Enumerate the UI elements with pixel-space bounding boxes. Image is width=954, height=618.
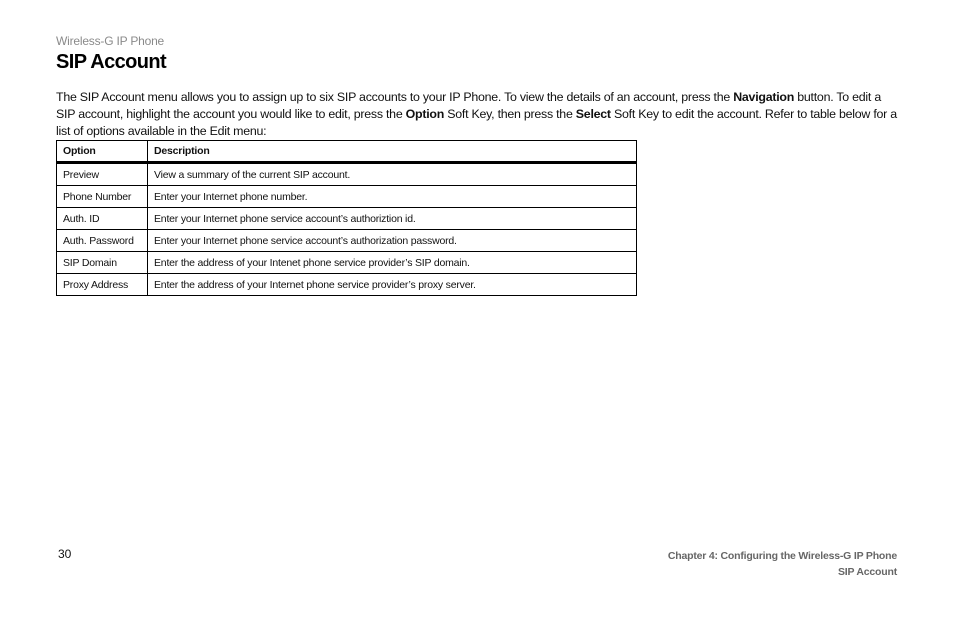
table-header-row	[57, 141, 637, 163]
header-option: Option	[57, 141, 148, 163]
footer-chapter-info	[668, 548, 897, 580]
page-title: SIP Account	[56, 51, 167, 73]
option-cell: Auth. ID	[57, 208, 148, 230]
option-cell: Phone Number	[57, 186, 148, 208]
intro-bold-option: Option	[405, 107, 445, 121]
option-cell: SIP Domain	[57, 252, 148, 274]
footer-section: SIP Account	[837, 566, 897, 578]
description-cell: Enter your Internet phone service account’s authoriztion id.	[148, 208, 637, 230]
intro-bold-select: Select	[575, 107, 611, 121]
intro-paragraph	[56, 89, 902, 140]
option-cell: Preview	[57, 163, 148, 186]
table-row	[57, 274, 637, 296]
intro-text-3: Soft Key, then press the	[444, 107, 576, 121]
table-row	[57, 252, 637, 274]
header-product-name: Wireless-G IP Phone	[56, 34, 165, 48]
table-row	[57, 230, 637, 252]
intro-text-1: The SIP Account menu allows you to assign up to six SIP accounts to your IP Phone. To view the details of an account, press the	[56, 90, 734, 104]
table-row	[57, 163, 637, 186]
intro-text-4: Soft Key to edit the account. Refer to table below for a list of options available in the Edit menu:	[56, 107, 897, 138]
option-cell: Auth. Password	[57, 230, 148, 252]
options-table	[56, 140, 637, 296]
description-cell: Enter your Internet phone service account’s authorization password.	[148, 230, 637, 252]
intro-bold-navigation: Navigation	[733, 90, 795, 104]
description-cell: Enter the address of your Intenet phone service provider’s SIP domain.	[148, 252, 637, 274]
description-cell: View a summary of the current SIP account.	[148, 163, 637, 186]
footer-chapter: Chapter 4: Configuring the Wireless-G IP Phone	[667, 550, 897, 562]
page-number: 30	[58, 547, 72, 561]
description-cell: Enter your Internet phone number.	[148, 186, 637, 208]
table-row	[57, 208, 637, 230]
header-description: Description	[148, 141, 637, 163]
table-row	[57, 186, 637, 208]
intro-text-2: button. To edit a SIP account, highlight the account you would like to edit, press the	[56, 90, 881, 121]
option-cell: Proxy Address	[57, 274, 148, 296]
description-cell: Enter the address of your Internet phone service provider’s proxy server.	[148, 274, 637, 296]
